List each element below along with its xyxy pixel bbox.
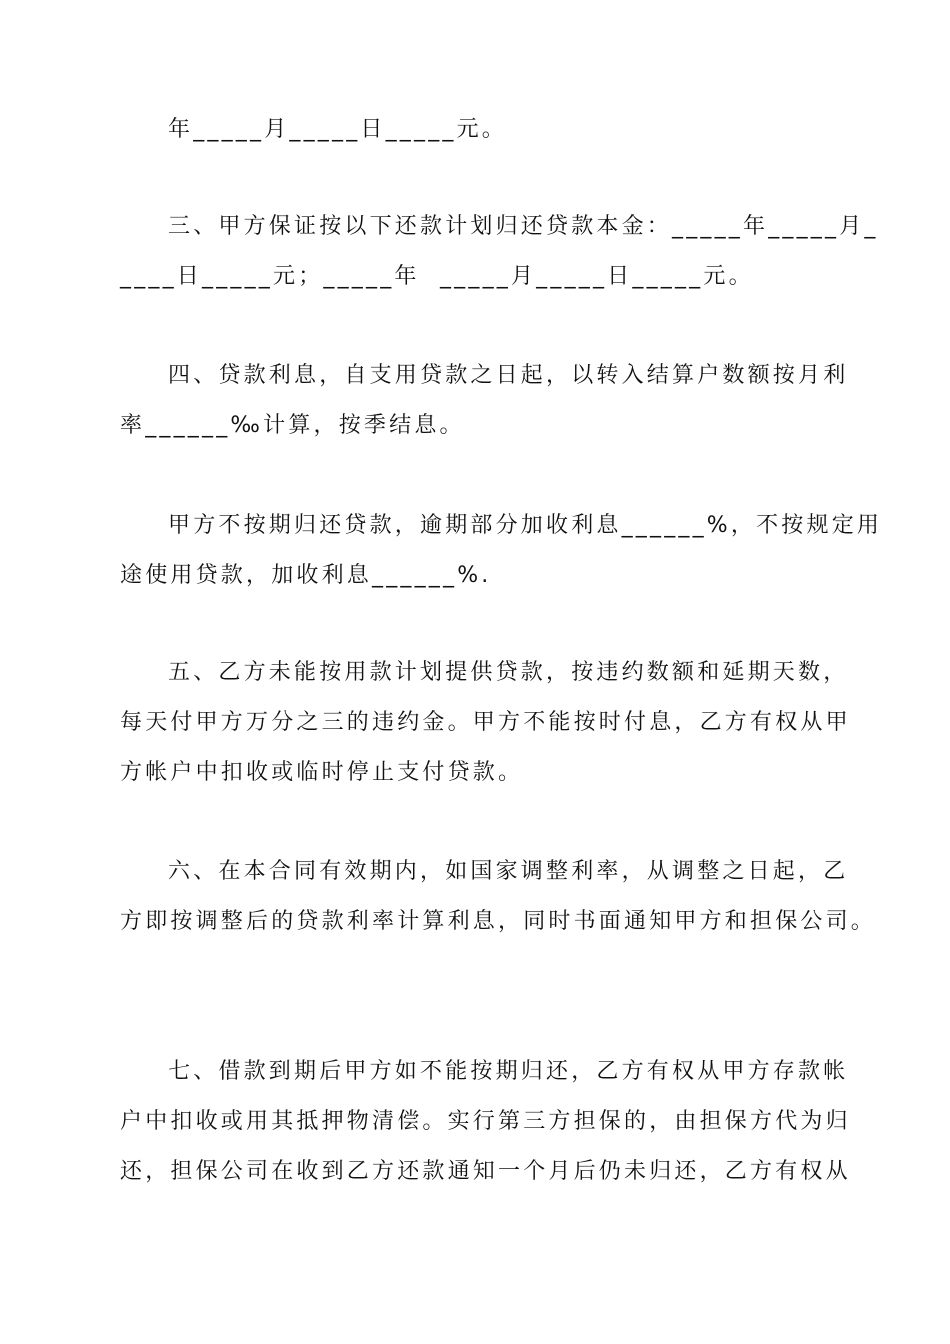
text-line: 每天付甲方万分之三的违约金。甲方不能按时付息，乙方有权从甲 [120, 710, 851, 735]
text-line: 年_____月_____日_____元。 [168, 117, 508, 142]
text-line: 七、借款到期后甲方如不能按期归还，乙方有权从甲方存款帐 [168, 1059, 849, 1084]
text-line: 户中扣收或用其抵押物清偿。实行第三方担保的，由担保方代为归 [120, 1109, 851, 1134]
text-line: 三、甲方保证按以下还款计划归还贷款本金：_____年_____月_ [168, 214, 879, 239]
text-line: 率______‰计算，按季结息。 [120, 413, 465, 438]
text-line: 方帐户中扣收或临时停止支付贷款。 [120, 760, 524, 785]
text-line: 方即按调整后的贷款利率计算利息，同时书面通知甲方和担保公司。 [120, 909, 877, 934]
text-line: 五、乙方未能按用款计划提供贷款，按违约数额和延期天数， [168, 660, 849, 685]
text-line: 途使用贷款，加收利息______%. [120, 563, 492, 588]
text-line: 甲方不按期归还贷款，逾期部分加收利息______%，不按规定用 [168, 513, 883, 538]
text-line: ____日_____元；_____年 _____月_____日_____元。 [120, 264, 754, 289]
text-line: 六、在本合同有效期内，如国家调整利率，从调整之日起，乙 [168, 859, 849, 884]
text-line: 四、贷款利息，自支用贷款之日起，以转入结算户数额按月利 [168, 363, 849, 388]
text-line: 还，担保公司在收到乙方还款通知一个月后仍未归还，乙方有权从 [120, 1159, 851, 1184]
